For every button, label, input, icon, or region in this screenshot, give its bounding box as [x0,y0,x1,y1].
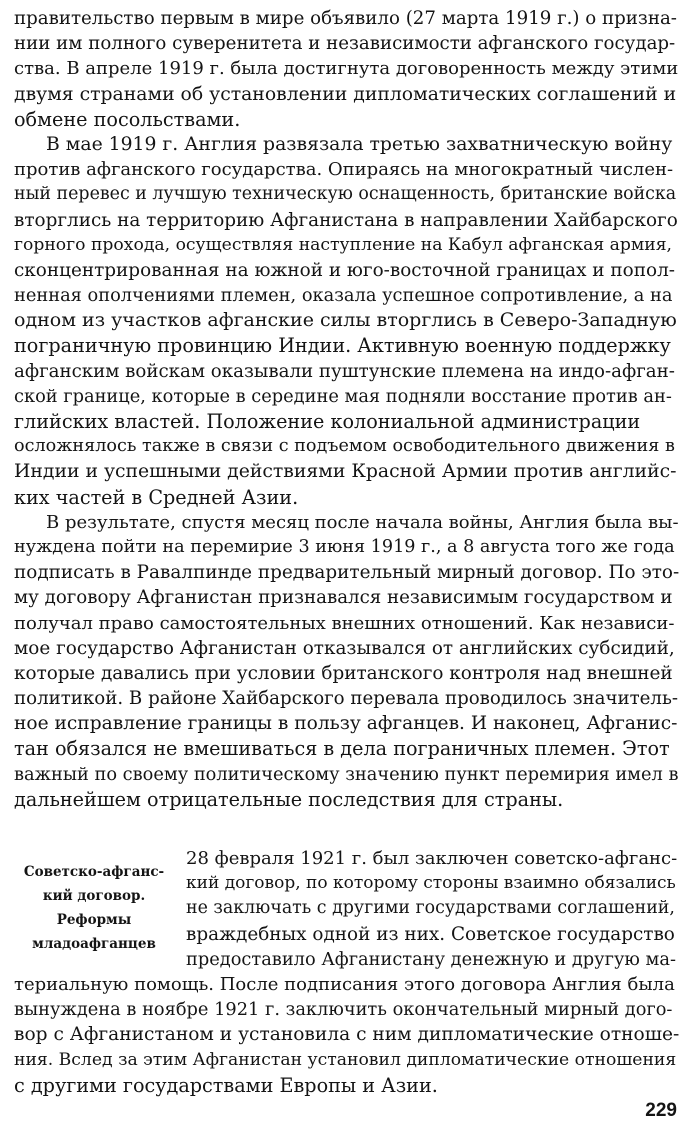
text-line: вынуждена в ноябре 1921 г. заключить окончательный мирный дого- [14,999,673,1021]
treaty-paragraph-start [186,846,679,972]
text-line: дальнейшем отрицательные последствия для страны. [14,787,564,811]
paragraph [14,510,679,812]
text-line: враждебных одной из них. Советское государство [186,923,675,945]
text-line: осложнялось также в связи с подъемом освободительного движения в [14,436,675,457]
text-line: глийских властей. Положение колониальной администрации [14,410,641,433]
text-line: против афганского государства. Опираясь на многократный числен- [14,159,674,181]
text-line: двумя странами об установлении дипломатических соглашений и [14,83,677,105]
treaty-paragraph-end [14,972,679,1098]
text-line: получал право самостоятельных внешних отношений. Как независи- [14,612,675,634]
text-line: вторглись на территорию Афганистана в направлении Хайбарского [14,209,678,231]
text-line: ства. В апреле 1919 г. была достигнута договоренность между этими [14,58,679,80]
text-line: тан обязался не вмешиваться в дела пограничных племен. Этот [14,737,670,761]
text-line: политикой. В районе Хайбарского перевала проводилось значитель- [14,688,679,710]
text-line: 28 февраля 1921 г. был заключен советско-афганс- [186,848,678,869]
margin-note-line: младоафганцев [32,936,156,952]
treaty-section [14,846,679,972]
margin-note-line: Советско-афганс- [23,864,165,880]
text-line: афганским войскам оказывали пуштунские племена на индо-афган- [14,360,675,382]
text-line: нии им полного суверенитета и независимости афганского государ- [14,33,676,55]
text-line: териальную помощь. После подписания этого договора Англия была [14,973,675,995]
text-line: В мае 1919 г. Англия развязала третью захватническую войну [46,133,673,155]
text-line: подписать в Равалпинде предварительный мирный договор. По это- [14,562,679,584]
text-line: ный перевес и лучшую техническую оснащенность, британские войска [14,184,677,205]
paragraph [14,132,679,510]
text-line: обмене посольствами. [14,107,241,131]
text-line: ния. Вслед за этим Афганистан установил дипломатические отношения [14,1049,677,1070]
text-line: вор с Афганистаном и установила с ним дипломатические отноше- [14,1024,679,1046]
section-gap [14,812,679,846]
text-line: Индии и успешными действиями Красной Армии против английс- [14,461,677,483]
text-line: которые давались при условии британского контроля над внешней [14,662,673,684]
text-line: ской границе, которые в середине мая подняли восстание против ан- [14,385,672,407]
text-line: правительство первым в мире объявило (27 марта 1919 г.) о призна- [14,8,677,29]
text-line: мое государство Афганистан отказывался от английских субсидий, [14,637,675,659]
margin-note [14,860,174,956]
text-line: горного прохода, осуществляя наступление на Кабул афганская армия, [14,234,673,255]
paragraph [14,6,679,132]
text-line: ких частей в Средней Азии. [14,485,299,509]
page-body [14,6,679,1098]
text-line: кий договор, по которому стороны взаимно обязались [186,873,676,894]
text-line: одном из участков афганские силы вторглись в Северо-Западную [14,309,677,332]
text-line: с другими государствами Европы и Азии. [14,1073,438,1097]
text-line: му договору Афганистан признавался независимым государством и [14,587,673,609]
text-line: пограничную провинцию Индии. Активную военную поддержку [14,334,671,358]
text-line: ное исправление границы в пользу афганцев. И наконец, Афганис- [14,713,678,735]
text-line: предоставило Афганистану денежную и другую ма- [186,948,676,970]
main-text [14,6,679,812]
text-line: ненная ополчениями племен, оказала успешное сопротивление, а на [14,285,673,307]
page-number: 229 [645,1100,677,1121]
text-line: сконцентрированная на южной и юго-восточной границах и попол- [14,259,675,281]
text-line: не заключать с другими государствами соглашений, [186,898,675,919]
text-line: нуждена пойти на перемирие 3 июня 1919 г., а 8 августа того же года [14,536,675,557]
text-line: В результате, спустя месяц после начала войны, Англия была вы- [46,511,679,533]
text-line: важный по своему политическому значению пункт перемирия имел в [14,763,679,785]
margin-note-line: Реформы [56,912,132,928]
margin-note-line: кий договор. [42,888,146,904]
